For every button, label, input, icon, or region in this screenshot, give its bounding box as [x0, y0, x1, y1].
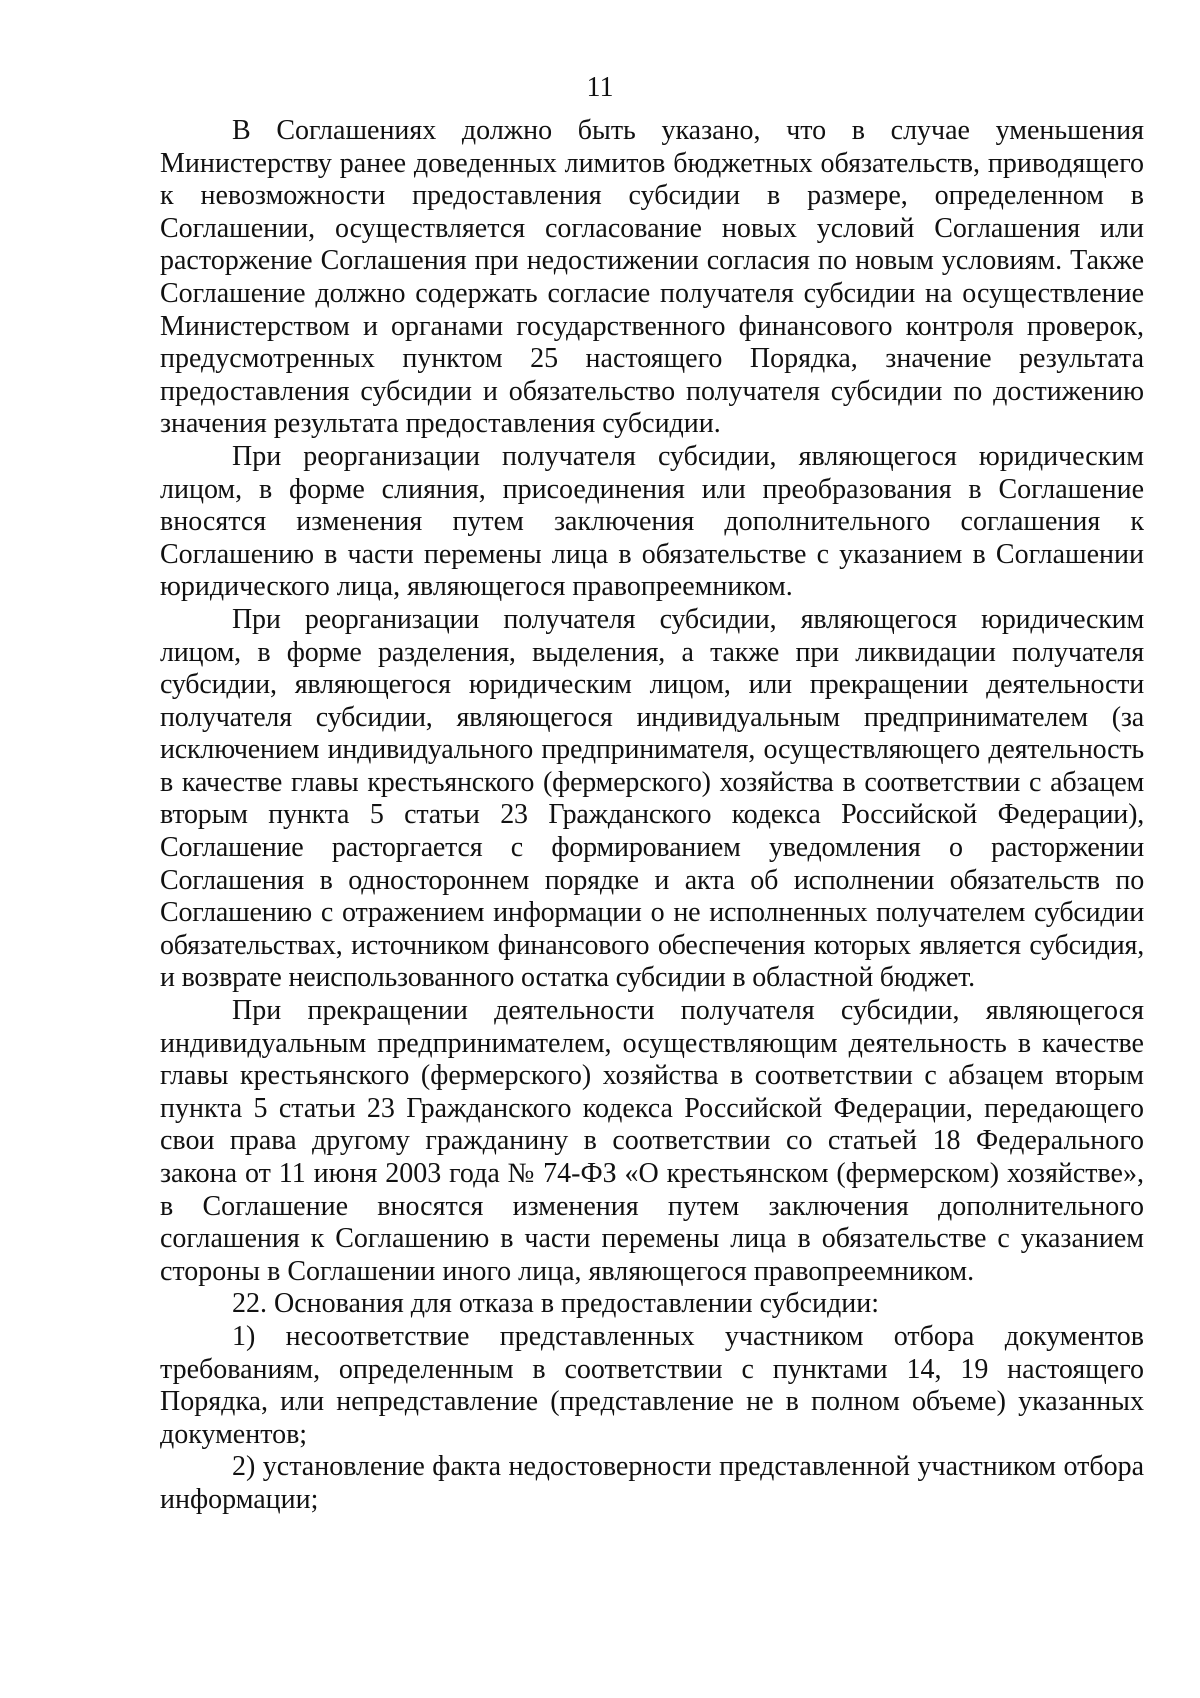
list-item-1: 1) несоответствие представленных участником отбора документов требованиям, определенным в соответствии с пунктами 14, 19 настоящего Порядка, или непредставление (представление не в полном объеме) указанных документов; — [160, 1320, 1144, 1450]
page-number: 11 — [586, 72, 614, 103]
document-body — [160, 115, 1144, 1517]
paragraph-reorganization-merger: При реорганизации получателя субсидии, являющегося юридическим лицом, в форме слияния, присоединения или преобразования в Соглашение вносятся изменения путем заключения дополнительного соглашения к Соглашению в части перемены лица в обязательстве с указанием в Соглашении юридического лица, являющегося правопреемником. — [160, 440, 1144, 603]
paragraph-reorganization-division: При реорганизации получателя субсидии, являющегося юридическим лицом, в форме разделения, выделения, а также при ликвидации получателя субсидии, являющегося юридическим лицом, или прекращении деятельности получателя субсидии, являющегося индивидуальным предпринимателем (за исключением индивидуального предпринимателя, осуществляющего деятельность в качестве главы крестьянского (фермерского) хозяйства в соответствии с абзацем вторым пункта 5 статьи 23 Гражданского кодекса Российской Федерации), Соглашение расторгается с формированием уведомления о расторжении Соглашения в одностороннем порядке и акта об исполнении обязательств по Соглашению с отражением информации о не исполненных получателем субсидии обязательствах, источником финансового обеспечения которых является субсидия, и возврате неиспользованного остатка субсидии в областной бюджет. — [160, 603, 1144, 994]
section-22-heading: 22. Основания для отказа в предоставлении субсидии: — [232, 1288, 880, 1320]
paragraph-agreement-terms: В Соглашениях должно быть указано, что в случае уменьшения Министерству ранее доведенных лимитов бюджетных обязательств, приводящего к невозможности предоставления субсидии в размере, определенном в Соглашении, осуществляется согласование новых условий Соглашения или расторжение Соглашения при недостижении согласия по новым условиям. Также Соглашение должно содержать согласие получателя субсидии на осуществление Министерством и органами государственного финансового контроля проверок, предусмотренных пунктом 25 настоящего Порядка, значение результата предоставления субсидии и обязательство получателя субсидии по достижению значения результата предоставления субсидии. — [160, 115, 1144, 440]
paragraph-termination-farm: При прекращении деятельности получателя субсидии, являющегося индивидуальным предпринимателем, осуществляющим деятельность в качестве главы крестьянского (фермерского) хозяйства в соответствии с абзацем вторым пункта 5 статьи 23 Гражданского кодекса Российской Федерации, передающего свои права другому гражданину в соответствии со статьей 18 Федерального закона от 11 июня 2003 года № 74-ФЗ «О крестьянском (фермерском) хозяйстве», в Соглашение вносятся изменения путем заключения дополнительного соглашения к Соглашению в части перемены лица в обязательстве с указанием стороны в Соглашении иного лица, являющегося правопреемником. — [160, 995, 1144, 1287]
list-item-2: 2) установление факта недостоверности представленной участником отбора информации; — [160, 1451, 1144, 1515]
